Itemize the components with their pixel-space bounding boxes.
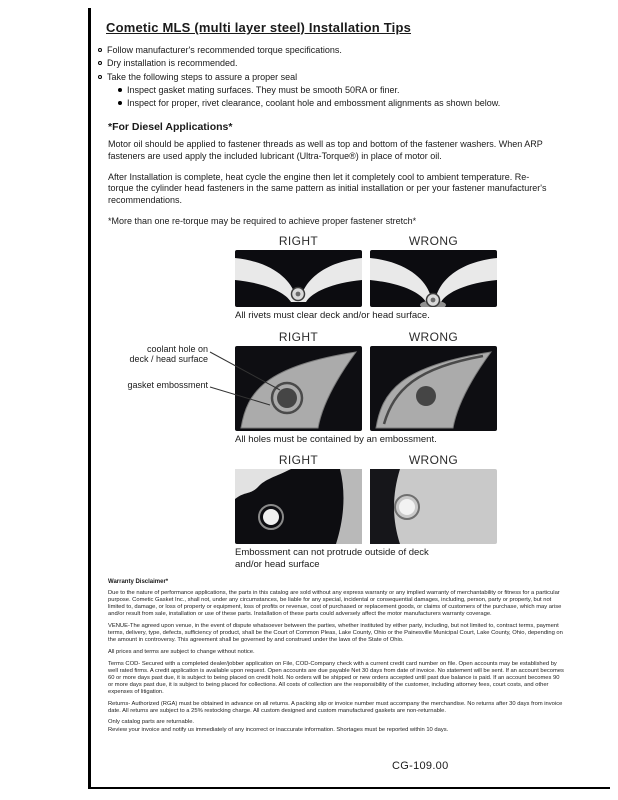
rivet-clearance-wrong-illustration <box>370 250 497 307</box>
rivet-clearance-right-illustration <box>235 250 362 307</box>
bullet-item <box>98 45 612 56</box>
figure-holes-wrong-label: WRONG <box>408 329 459 344</box>
hole-embossment-wrong-illustration <box>370 346 497 431</box>
sub-bullet-item <box>118 98 612 109</box>
bottom-border-rule <box>88 787 610 789</box>
bullet-text: Dry installation is recommended. <box>107 58 238 69</box>
filled-bullet-icon <box>118 88 122 92</box>
hollow-bullet-icon <box>98 48 102 52</box>
coolant-hole-annotation-line1: coolant hole on <box>146 343 208 354</box>
bullet-text: Follow manufacturer's recommended torque specifications. <box>107 45 342 55</box>
diesel-paragraph-1: Motor oil should be applied to fastener threads as well as top and bottom of the fastener washers. When ARP fasteners are used apply the included lubricant (Ultra-Torque®) in place of motor oil. <box>108 139 543 161</box>
warranty-paragraph: Only catalog parts are returnable. <box>108 719 195 726</box>
coolant-hole-annotation <box>115 344 208 366</box>
warranty-paragraph: Returns- Authorized (RGA) must be obtained in advance on all returns. A packing slip or invoice number must accompany the merchandise. No returns after 30 days from invoice date. All returns are subject to a 25% restocking charge. All custom designed and custom manufactured gaskets are non-returnable. <box>108 700 563 714</box>
figure-embossment-caption <box>235 547 497 571</box>
left-border-rule <box>88 8 91 789</box>
page-title: Cometic MLS (multi layer steel) Installation Tips <box>106 20 412 35</box>
figure-rivets-wrong-label: WRONG <box>408 233 459 248</box>
sub-bullet-text: Inspect for proper, rivet clearance, coolant hole and embossment alignments as shown below. <box>127 98 501 108</box>
catalog-page <box>96 16 612 772</box>
filled-bullet-icon <box>118 101 122 105</box>
figure-embossment-right-label: RIGHT <box>278 453 319 468</box>
warranty-disclaimer-section <box>108 579 566 734</box>
diesel-paragraph-2: After Installation is complete, heat cycle the engine then let it completely cool to ambient temperature. Re-torque the cylinder head fasteners in the same pattern as initial installation or per your fastener manufacturer's recommendations. <box>108 171 547 205</box>
bullet-text: Take the following steps to assure a proper seal <box>107 71 298 82</box>
figure-rivets <box>235 234 497 322</box>
figure-embossment-caption-line1: Embossment can not protrude outside of deck <box>235 547 429 559</box>
figure-holes <box>127 329 497 446</box>
warranty-paragraph: Due to the nature of performance applications, the parts in this catalog are sold without any express warranty or any implied warranty of merchantability or fitness for a particular purpose. Cometic Gasket Inc., shall not, under any circumstances, be liable for any special, incidental or consequential damages, including, person, party or property, but not limited to, damage, or loss of property or equipment, loss of profits or revenue, cost of purchased or replacement goods, or claims of customers of the purchase, which may arise and/or result from sale, installation or use of these parts. Installation of these parts could adversely affect the motor manufacturers warranty coverage. <box>108 590 562 618</box>
diesel-applications-heading: *For Diesel Applications* <box>108 121 233 134</box>
hole-embossment-right-illustration <box>235 346 362 431</box>
bullet-item <box>98 72 612 83</box>
warranty-heading: Warranty Disclaimer* <box>108 579 169 586</box>
figure-holes-right-label: RIGHT <box>278 329 319 344</box>
bullet-item <box>98 58 612 69</box>
warranty-paragraph: Terms COD- Secured with a completed dealer/jobber application on File, COD-Company check with a current credit card number on file. Open accounts may be established by well rated firms. A credit application is available upon request. Open accounts are due payable Net 30 days from date of invoice. No statement will be sent. If an account becomes 60 or more days past due, it is subject to being placed on credit hold. No orders will be shipped or new orders accepted until past due balance is paid. If an account becomes 90 or more days past due, it is subject to being placed for collections. All costs of collection are the responsibility of the customer, including attorney fees, court costs, and other expenses of litigation. <box>108 660 564 695</box>
retorque-note: *More than one re-torque may be required to achieve proper fastener stretch* <box>108 215 417 226</box>
sub-bullet-item <box>118 85 612 96</box>
hollow-bullet-icon <box>98 61 102 65</box>
sub-bullet-text: Inspect gasket mating surfaces. They must be smooth 50RA or finer. <box>127 84 400 95</box>
figure-holes-caption: All holes must be contained by an embossment. <box>235 433 437 445</box>
embossment-protrusion-right-illustration <box>235 469 362 544</box>
figure-rivets-caption: All rivets must clear deck and/or head surface. <box>235 309 430 321</box>
figure-embossment-wrong-label: WRONG <box>408 453 459 468</box>
figure-rivets-right-label: RIGHT <box>278 233 319 248</box>
page-code: CG-109.00 <box>392 760 449 772</box>
hollow-bullet-icon <box>98 75 102 79</box>
warranty-paragraph: VENUE-The agreed upon venue, in the event of dispute whatsoever between the parties, whether instituted by either party, including, but not limited to, contract terms, payment terms, delivery, type, defects, sufficiency of product, shall be the Court of Common Pleas, Lake County, Ohio or the Painesville Municipal Court, Lake County, Ohio, depending on the amount in controversy. This agreement shall be governed by and construed under the laws of the State of Ohio. <box>108 623 563 643</box>
figure-embossment-caption-line2: and/or head surface <box>235 559 320 571</box>
warranty-paragraph: All prices and terms are subject to change without notice. <box>108 648 255 655</box>
gasket-embossment-annotation: gasket embossment <box>127 379 208 390</box>
coolant-hole-annotation-line2: deck / head surface <box>129 354 208 365</box>
warranty-paragraph: Review your invoice and notify us immediately of any incorrect or inaccurate information. Shortages must be reported within 10 days. <box>108 727 449 734</box>
embossment-protrusion-wrong-illustration <box>370 469 497 544</box>
figure-embossment <box>235 453 497 571</box>
